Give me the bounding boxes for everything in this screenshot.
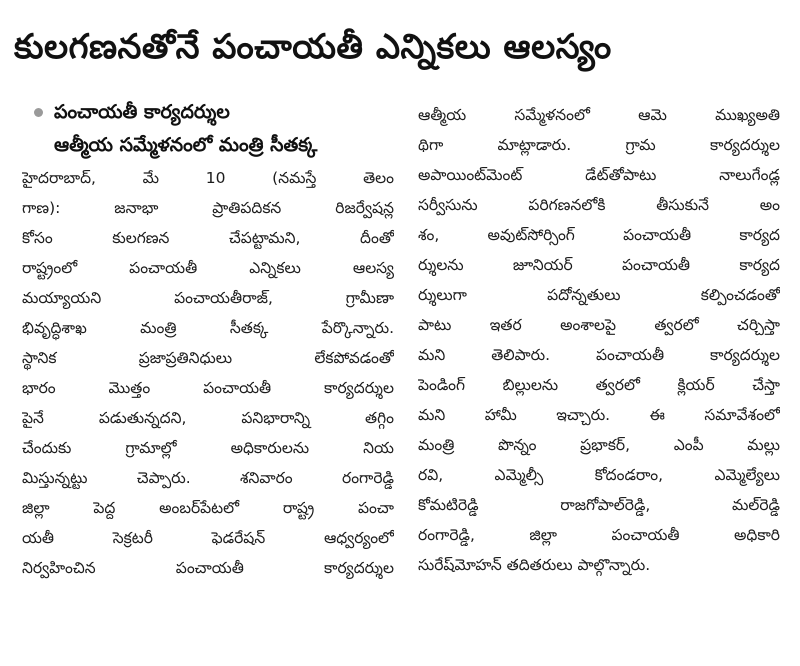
text-line: ఆత్మీయ సమ్మేళనంలో ఆమె ముఖ్యఅతి (418, 106, 780, 124)
text-line: యతీ సెక్రటరీ ఫెడరేషన్ ఆధ్వర్యంలో (22, 529, 394, 547)
subheadline (34, 96, 394, 162)
text-line: ర్శులను జూనియర్ పంచాయతీ కార్యద (418, 256, 780, 274)
text-line: ర్శులుగా పదోన్నతులు కల్పించడంతో (418, 286, 780, 304)
text-line: జిల్లా పెద్ద అంబర్‌పేటలో రాష్ట్ర పంచా (22, 499, 394, 517)
text-line: మని హామీ ఇచ్చారు. ఈ సమావేశంలో (418, 406, 780, 424)
text-line: అపాయింట్‌మెంట్ డేట్‌తోపాటు నాలుగేండ్ల (418, 166, 780, 184)
text-line: మయ్యాయని పంచాయతీరాజ్, గ్రామీణా (22, 289, 394, 307)
right-column (418, 100, 780, 580)
subheadline-line: పంచాయతీ కార్యదర్శుల (54, 101, 230, 123)
text-line: నిర్వహించిన పంచాయతీ కార్యదర్శుల (22, 559, 394, 577)
text-line: మంత్రి పొన్నం ప్రభాకర్, ఎంపీ మల్లు (418, 436, 780, 454)
text-line: హైదరాబాద్, మే 10 (నమస్తే తెలం (22, 169, 394, 187)
text-line: గాణ): జనాభా ప్రాతిపదికన రిజర్వేషన్ల (22, 199, 394, 217)
text-line: మని తెలిపారు. పంచాయతీ కార్యదర్శుల (418, 346, 780, 364)
text-line: చేందుకు గ్రామాల్లో అధికారులను నియ (22, 439, 394, 457)
text-line: కోసం కులగణన చేపట్టామని, దీంతో (22, 229, 394, 247)
left-column (22, 163, 394, 583)
text-line: శం, అవుట్‌సోర్సింగ్ పంచాయతీ కార్యద (418, 226, 780, 244)
text-line: రంగారెడ్డి, జిల్లా పంచాయతీ అధికారి (418, 526, 780, 544)
text-line: రవి, ఎమ్మెల్సీ కోదండరాం, ఎమ్మెల్యేలు (418, 466, 780, 484)
headline: కులగణనతోనే పంచాయతీ ఎన్నికలు ఆలస్యం (14, 27, 612, 67)
text-line: సర్వీసును పరిగణనలోకి తీసుకునే అం (418, 196, 780, 214)
text-line: కోమటిరెడ్డి రాజగోపాల్‌రెడ్డి, మల్‌రెడ్డి (418, 496, 780, 514)
text-line: పైనే పడుతున్నదని, పనిభారాన్ని తగ్గిం (22, 409, 394, 427)
text-line: భివృద్ధిశాఖ మంత్రి సీతక్క పేర్కొన్నారు. (22, 319, 394, 337)
text-line: స్థానిక ప్రజాప్రతినిధులు లేకపోవడంతో (22, 349, 394, 367)
text-line: పాటు ఇతర అంశాలపై త్వరలో చర్చిస్తా (418, 316, 780, 334)
text-line: భారం మొత్తం పంచాయతీ కార్యదర్శుల (22, 379, 394, 397)
text-line: రాష్ట్రంలో పంచాయతీ ఎన్నికలు ఆలస్య (22, 259, 394, 277)
subheadline-line: ఆత్మీయ సమ్మేళనంలో మంత్రి సీతక్క (54, 134, 318, 156)
text-line: మిస్తున్నట్టు చెప్పారు. శనివారం రంగారెడ్డి (22, 469, 394, 487)
bullet-icon (34, 108, 43, 117)
text-line: థిగా మాట్లాడారు. గ్రామ కార్యదర్శుల (418, 136, 780, 154)
text-line: పెండింగ్ బిల్లులను త్వరలో క్లియర్ చేస్తా (418, 376, 780, 394)
text-line: సురేష్‌మోహన్ తదితరులు పాల్గొన్నారు. (418, 556, 651, 574)
